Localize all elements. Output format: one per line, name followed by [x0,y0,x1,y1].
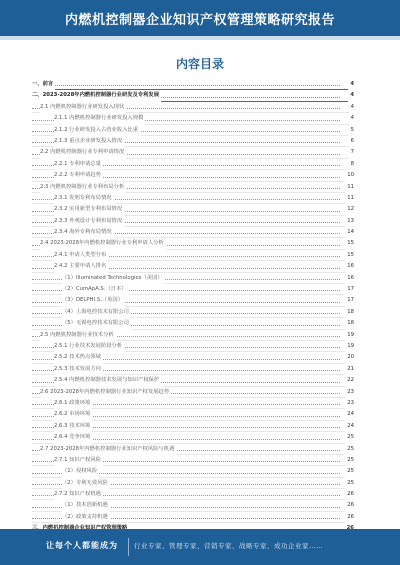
toc-entry-page: 16 [345,273,354,284]
toc-entry-page: 25 [345,444,354,455]
toc-entry-text: 一、前言 [32,79,55,90]
toc-entry[interactable] [32,182,354,193]
toc-entry-page: 12 [345,204,354,215]
toc-entry-page: 25 [345,478,354,489]
toc-title: 内容目录 [175,57,224,71]
toc-entry-text: 2.4.2 主要申请人排名 [54,261,108,272]
toc-entry-text: 2.5.3 技术发展方向 [54,364,103,375]
toc-entry-page: 8 [349,159,354,170]
toc-entry-page: 11 [345,182,354,193]
toc-entry-page: 15 [345,238,354,249]
toc-entry-text: （2）专利无效风险 [62,478,110,489]
toc-entry-text: 2.7 2023-2028年内燃机控制器行业知识产权风险与机遇 [40,444,176,455]
toc-entry[interactable] [32,284,354,295]
footer-slogan: 让每个人都能成为 [46,541,118,550]
toc-entry[interactable] [32,273,354,284]
toc-entry-page: 18 [345,318,354,329]
footer-tagline: 行业专家、管理专家、营销专家、战略专家、成功企业家…… [134,542,323,550]
toc-entry-page: 11 [345,193,354,204]
toc-entry-page: 26 [345,489,354,500]
toc-entry[interactable] [32,444,354,455]
toc-entry[interactable] [32,489,354,500]
toc-entry-text: 2.3.3 外观设计专利布局情况 [54,216,124,227]
toc-entry[interactable] [32,364,354,375]
toc-entry-text: 2.3.2 实用新型专利布局情况 [54,204,124,215]
toc-entry-page: 18 [345,307,354,318]
toc-entry[interactable] [32,125,354,136]
toc-entry-text: 2.2.2 专利申请趋势 [54,170,103,181]
toc-entry-text: 2.6.3 技术环境 [54,421,92,432]
toc-entry[interactable] [32,216,354,227]
toc-entry[interactable] [32,250,354,261]
toc-entry-page: 4 [349,102,354,113]
toc-entry-text: 2.1.2 行业研发投入占营业收入比重 [54,125,140,136]
toc-entry[interactable] [32,90,354,101]
toc-entry[interactable] [32,455,354,466]
toc-entry-page: 26 [345,512,354,523]
toc-entry-page: 23 [345,398,354,409]
toc-entry-text: 2.3.1 发明专利布局情况 [54,193,114,204]
toc-entry-text: 2.5.2 技术热点领域 [54,352,103,363]
toc-entry-page: 21 [345,364,354,375]
toc-entry-text: 2.7.2 知识产权机遇 [54,489,103,500]
toc-entry-page: 24 [345,409,354,420]
toc-entry-text: （1）Illuminated Technologies（美国） [62,273,165,284]
toc-entry-text: 2.2.1 专利申请总量 [54,159,103,170]
toc-entry-text: （4）上海电控技术有限公司 [62,307,131,318]
toc-entry-text: 2.1.1 内燃机控制器行业研发投入规模 [54,113,145,124]
toc-entry[interactable] [32,159,354,170]
toc-entry-page: 23 [345,387,354,398]
toc-entry[interactable] [32,136,354,147]
toc-entry-page: 6 [349,136,354,147]
toc-entry-text: 2.1 内燃机控制器行业研发投入现状 [40,102,126,113]
toc-entry[interactable] [32,341,354,352]
toc-entry-text: 2.5.4 内燃机控制器技术发展与知识产权保护 [54,375,161,386]
toc-leader-dots [32,85,340,86]
toc-entry-page: 16 [345,261,354,272]
toc-entry-page: 26 [345,500,354,511]
toc-entry-page: 10 [345,170,354,181]
toc-entry[interactable] [32,352,354,363]
toc-entry[interactable] [32,387,354,398]
toc-entry[interactable] [32,398,354,409]
toc-entry-text: 2.7.1 知识产权风险 [54,455,103,466]
toc-entry-page: 4 [348,90,354,101]
toc-entry-page: 19 [345,330,354,341]
toc-entry[interactable] [32,295,354,306]
toc-entry-text: 2.6.2 市场环境 [54,409,92,420]
toc-entry[interactable] [32,193,354,204]
toc-entry[interactable] [32,147,354,158]
toc-entry-page: 24 [345,421,354,432]
toc-entry[interactable] [32,318,354,329]
toc-entry-page: 5 [349,125,354,136]
toc-entry-page: 13 [345,216,354,227]
toc-entry-text: （5）无锡电控技术有限公司 [62,318,131,329]
toc-entry[interactable] [32,466,354,477]
toc-entry[interactable] [32,478,354,489]
toc-entry[interactable] [32,500,354,511]
toc-entry[interactable] [32,421,354,432]
toc-entry[interactable] [32,307,354,318]
toc-entry-text: （1）侵权风险 [62,466,99,477]
toc-entry[interactable] [32,113,354,124]
toc-entry[interactable] [32,409,354,420]
toc-entry-page: 19 [345,341,354,352]
toc-entry-page: 4 [349,113,354,124]
toc-entry-page: 15 [345,250,354,261]
toc-entry-text: （2）CumApA.S.（日本） [62,284,129,295]
toc-entry-text: 二、2023-2028年内燃机控制器行业研发及专利发展 [32,90,161,101]
toc-entry-text: （1）技术创新机遇 [62,500,110,511]
toc-entry[interactable] [32,330,354,341]
toc-entry-text: 2.4 2023-2028年内燃机控制器行业专利申请人分析 [40,238,166,249]
toc-entry-text: 2.3 内燃机控制器行业专利布局分析 [40,182,126,193]
toc-entry-page: 25 [345,432,354,443]
toc-entry[interactable] [32,170,354,181]
toc-entry-page: 14 [345,227,354,238]
toc-entry-text: 2.1.3 重点企业研发投入情况 [54,136,124,147]
toc-entry-page: 22 [345,375,354,386]
header-divider [0,36,400,40]
toc-entry-text: 2.6 2023-2028年内燃机控制器行业知识产权发展趋势 [40,387,171,398]
toc-entry[interactable] [32,204,354,215]
toc-entry-text: 2.5 内燃机控制器行业技术分析 [40,330,116,341]
table-of-contents [32,79,354,535]
toc-entry[interactable] [32,238,354,249]
toc-entry-page: 20 [345,352,354,363]
toc-entry[interactable] [32,79,354,90]
toc-entry[interactable] [32,227,354,238]
toc-entry-text: 2.5.1 行业技术发展阶段分析 [54,341,124,352]
toc-entry-page: 25 [345,455,354,466]
toc-entry[interactable] [32,102,354,113]
toc-entry-text: （3）DELPHI.S.（英国） [62,295,125,306]
toc-entry[interactable] [32,432,354,443]
footer-banner [0,529,400,565]
toc-entry-page: 17 [345,295,354,306]
toc-entry[interactable] [32,512,354,523]
header-banner [0,0,400,36]
toc-entry[interactable] [32,261,354,272]
report-title: 内燃机控制器企业知识产权管理策略研究报告 [64,13,335,28]
toc-entry[interactable] [32,375,354,386]
toc-entry-page: 7 [349,147,354,158]
toc-entry-text: 2.6.1 政策环境 [54,398,92,409]
toc-entry-text: 2.2 内燃机控制器行业专利申请情况 [40,147,126,158]
toc-entry-text: （2）政策支持机遇 [62,512,110,523]
toc-entry-page: 4 [348,79,354,90]
toc-entry-page: 25 [345,466,354,477]
toc-entry-text: 2.6.4 竞争环境 [54,432,92,443]
footer-divider [128,538,129,556]
toc-entry-text: 2.3.4 海外专利布局情况 [54,227,114,238]
toc-entry-page: 17 [345,284,354,295]
toc-entry-text: 2.4.1 申请人类型分布 [54,250,108,261]
